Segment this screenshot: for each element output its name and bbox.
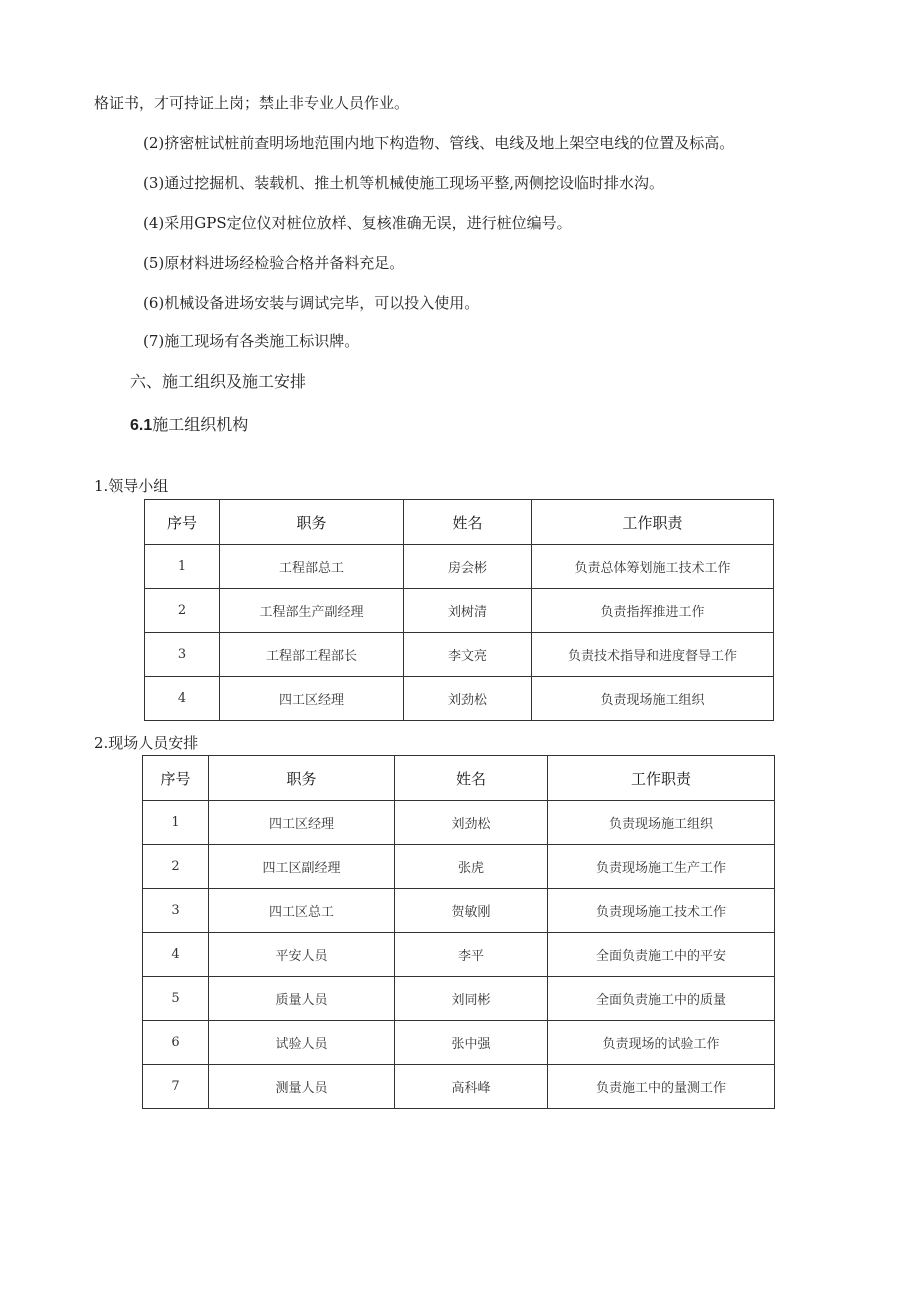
header-duty: 工作职责	[548, 756, 775, 801]
cell-duty: 全面负责施工中的质量	[548, 977, 775, 1021]
header-seq: 序号	[143, 756, 209, 801]
cell-name: 刘劲松	[404, 677, 532, 721]
list-item-4: (4)采用GPS定位仪对桩位放样、复核准确无误，进行桩位编号。	[143, 214, 572, 232]
cell-name: 刘同彬	[395, 977, 548, 1021]
cell-seq: 6	[143, 1021, 209, 1065]
header-seq: 序号	[145, 500, 220, 545]
cell-name: 张虎	[395, 845, 548, 889]
list-item-5: (5)原材料进场经检验合格并备料充足。	[143, 254, 405, 272]
cell-position: 四工区经理	[220, 677, 404, 721]
header-position: 职务	[209, 756, 395, 801]
cell-name: 刘劲松	[395, 801, 548, 845]
cell-position: 工程部工程部长	[220, 633, 404, 677]
cell-position: 四工区副经理	[209, 845, 395, 889]
cell-duty: 负责施工中的量测工作	[548, 1065, 775, 1109]
table-header-row	[143, 756, 775, 801]
table-row	[143, 1065, 775, 1109]
header-duty: 工作职责	[532, 500, 774, 545]
cell-position: 试验人员	[209, 1021, 395, 1065]
cell-position: 四工区总工	[209, 889, 395, 933]
table-row	[143, 845, 775, 889]
table-row	[143, 889, 775, 933]
header-name: 姓名	[395, 756, 548, 801]
table-row	[143, 1021, 775, 1065]
cell-position: 四工区经理	[209, 801, 395, 845]
header-name: 姓名	[404, 500, 532, 545]
table-row	[143, 977, 775, 1021]
table-row	[145, 589, 774, 633]
cell-seq: 3	[143, 889, 209, 933]
site-staff-table-title: 2.现场人员安排	[94, 734, 199, 752]
cell-seq: 4	[145, 677, 220, 721]
table-header-row	[145, 500, 774, 545]
cell-duty: 负责现场的试验工作	[548, 1021, 775, 1065]
cell-seq: 1	[143, 801, 209, 845]
leadership-table-title: 1.领导小组	[94, 477, 169, 495]
cell-seq: 1	[145, 545, 220, 589]
cell-seq: 5	[143, 977, 209, 1021]
cell-name: 李文亮	[404, 633, 532, 677]
cell-position: 测量人员	[209, 1065, 395, 1109]
table-row	[145, 677, 774, 721]
cell-name: 贺敏刚	[395, 889, 548, 933]
list-item-7: (7)施工现场有各类施工标识牌。	[143, 332, 360, 350]
cell-name: 高科峰	[395, 1065, 548, 1109]
cell-name: 刘树清	[404, 589, 532, 633]
subsection-number: 6.1	[130, 417, 153, 434]
table-row	[145, 633, 774, 677]
cell-duty: 负责现场施工生产工作	[548, 845, 775, 889]
cell-seq: 3	[145, 633, 220, 677]
cell-seq: 7	[143, 1065, 209, 1109]
cell-position: 工程部总工	[220, 545, 404, 589]
list-item-6: (6)机械设备进场安装与调试完毕，可以投入使用。	[143, 294, 480, 312]
cell-position: 质量人员	[209, 977, 395, 1021]
subsection-title: 施工组织机构	[152, 415, 249, 434]
cell-duty: 全面负责施工中的平安	[548, 933, 775, 977]
site-staff-table	[142, 755, 775, 1109]
cell-duty: 负责总体筹划施工技术工作	[532, 545, 774, 589]
table-row	[143, 801, 775, 845]
table-row	[143, 933, 775, 977]
leadership-table	[144, 499, 774, 721]
section-heading: 六、施工组织及施工安排	[130, 372, 307, 391]
cell-position: 平安人员	[209, 933, 395, 977]
cell-seq: 4	[143, 933, 209, 977]
cell-duty: 负责现场施工组织	[548, 801, 775, 845]
cell-duty: 负责指挥推进工作	[532, 589, 774, 633]
subsection-heading	[130, 415, 248, 436]
table-row	[145, 545, 774, 589]
cell-name: 房会彬	[404, 545, 532, 589]
cell-duty: 负责技术指导和进度督导工作	[532, 633, 774, 677]
cell-name: 张中强	[395, 1021, 548, 1065]
list-item-3: (3)通过挖掘机、装载机、推土机等机械使施工现场平整,两侧挖设临时排水沟。	[143, 174, 665, 192]
list-item-2: (2)挤密桩试桩前查明场地范围内地下构造物、管线、电线及地上架空电线的位置及标高。	[143, 134, 735, 152]
cell-duty: 负责现场施工技术工作	[548, 889, 775, 933]
cell-position: 工程部生产副经理	[220, 589, 404, 633]
paragraph-continuation: 格证书，才可持证上岗；禁止非专业人员作业。	[94, 94, 410, 112]
cell-seq: 2	[143, 845, 209, 889]
cell-name: 李平	[395, 933, 548, 977]
cell-seq: 2	[145, 589, 220, 633]
cell-duty: 负责现场施工组织	[532, 677, 774, 721]
header-position: 职务	[220, 500, 404, 545]
